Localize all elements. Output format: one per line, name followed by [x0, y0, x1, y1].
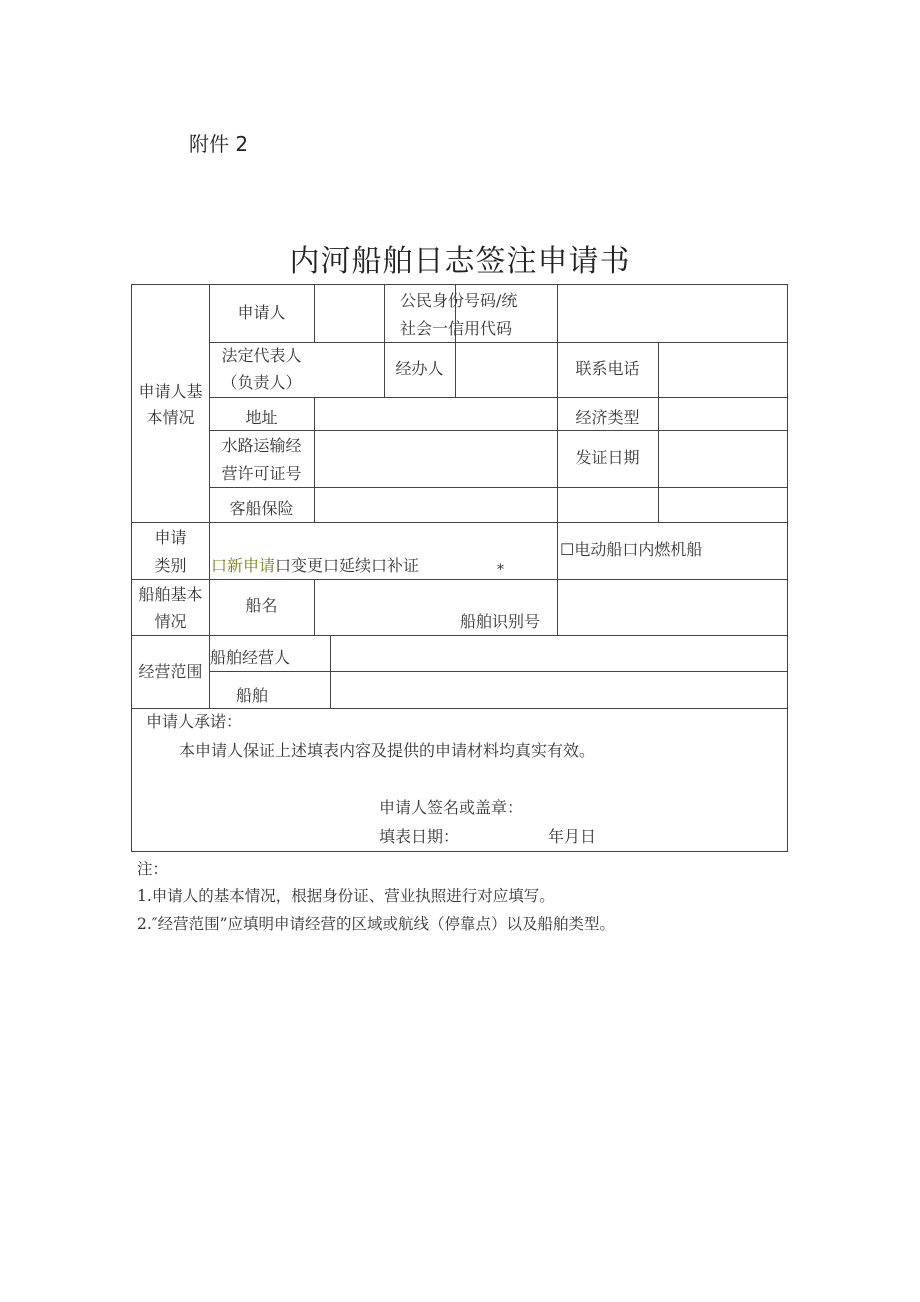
application-form-table: [131, 284, 788, 852]
category-label-1: 申请: [154, 528, 187, 547]
economy-type-label: 经济类型: [575, 408, 640, 427]
grid-line: [658, 342, 659, 522]
category-label-2: 类别: [154, 556, 187, 575]
ship-basic-label-1: 船舶基本: [138, 585, 203, 604]
fill-date-label: 填表日期：: [379, 827, 460, 846]
note-item-1: 1.申请人的基本情况，根据身份证、营业执照进行对应填写。: [137, 887, 555, 905]
applicant-section-label-2: 本情况: [146, 408, 195, 427]
category-other-options[interactable]: 口变更口延续口补证: [275, 556, 420, 575]
legal-rep-label-1: 法定代表人: [221, 346, 302, 365]
address-label: 地址: [245, 408, 278, 427]
form-title: 内河船舶日志签注申请书: [289, 244, 631, 279]
grid-line: [209, 397, 788, 398]
ship-basic-label-2: 情况: [154, 612, 187, 631]
category-options[interactable]: [211, 553, 419, 579]
grid-line: [132, 635, 788, 636]
passenger-insurance-label: 客船保险: [229, 499, 294, 518]
business-scope-label: 经营范围: [138, 662, 203, 681]
pledge-title: 申请人承诺：: [146, 712, 243, 731]
ship-operator-label: 船舶经营人: [210, 648, 291, 667]
category-new-option[interactable]: 口新申请: [211, 556, 276, 575]
license-label-2: 营许可证号: [221, 464, 302, 483]
notes-heading: 注：: [137, 860, 169, 878]
grid-line: [132, 579, 788, 580]
legal-rep-label-2: （负责人）: [221, 373, 302, 392]
phone-label: 联系电话: [575, 359, 640, 378]
handler-label: 经办人: [395, 359, 444, 378]
applicant-section-label-1: 申请人基: [138, 382, 203, 401]
grid-line: [330, 635, 331, 708]
pledge-text: 本申请人保证上述填表内容及提供的申请材料均真实有效。: [179, 741, 596, 760]
asterisk-mark: *: [497, 562, 504, 578]
id-number-label-2: 社会一信用代码: [400, 319, 513, 338]
grid-line: [132, 522, 788, 523]
attachment-label: 附件 2: [189, 132, 249, 156]
grid-line: [209, 671, 788, 672]
ship-name-label: 船名: [245, 596, 278, 615]
signature-label: 申请人签名或盖章：: [379, 798, 524, 817]
ship-label: 船舶: [236, 686, 269, 705]
date-units: 年月日: [548, 827, 597, 846]
ship-power-options[interactable]: ☐电动船口内燃机船: [560, 540, 703, 559]
ship-id-label: 船舶识别号: [460, 612, 541, 631]
issue-date-label: 发证日期: [575, 448, 640, 467]
note-item-2: 2.″经营范围”应填明申请经营的区域或航线（停靠点）以及船舶类型。: [137, 915, 616, 933]
grid-line: [314, 430, 315, 522]
grid-line: [314, 397, 315, 430]
grid-line: [314, 579, 315, 635]
applicant-label: 申请人: [237, 303, 286, 322]
grid-line: [384, 285, 385, 342]
id-number-label-1: 公民身份号码/统: [400, 291, 518, 310]
grid-line: [209, 487, 788, 488]
grid-line: [314, 285, 315, 342]
license-label-1: 水路运输经: [221, 436, 302, 455]
